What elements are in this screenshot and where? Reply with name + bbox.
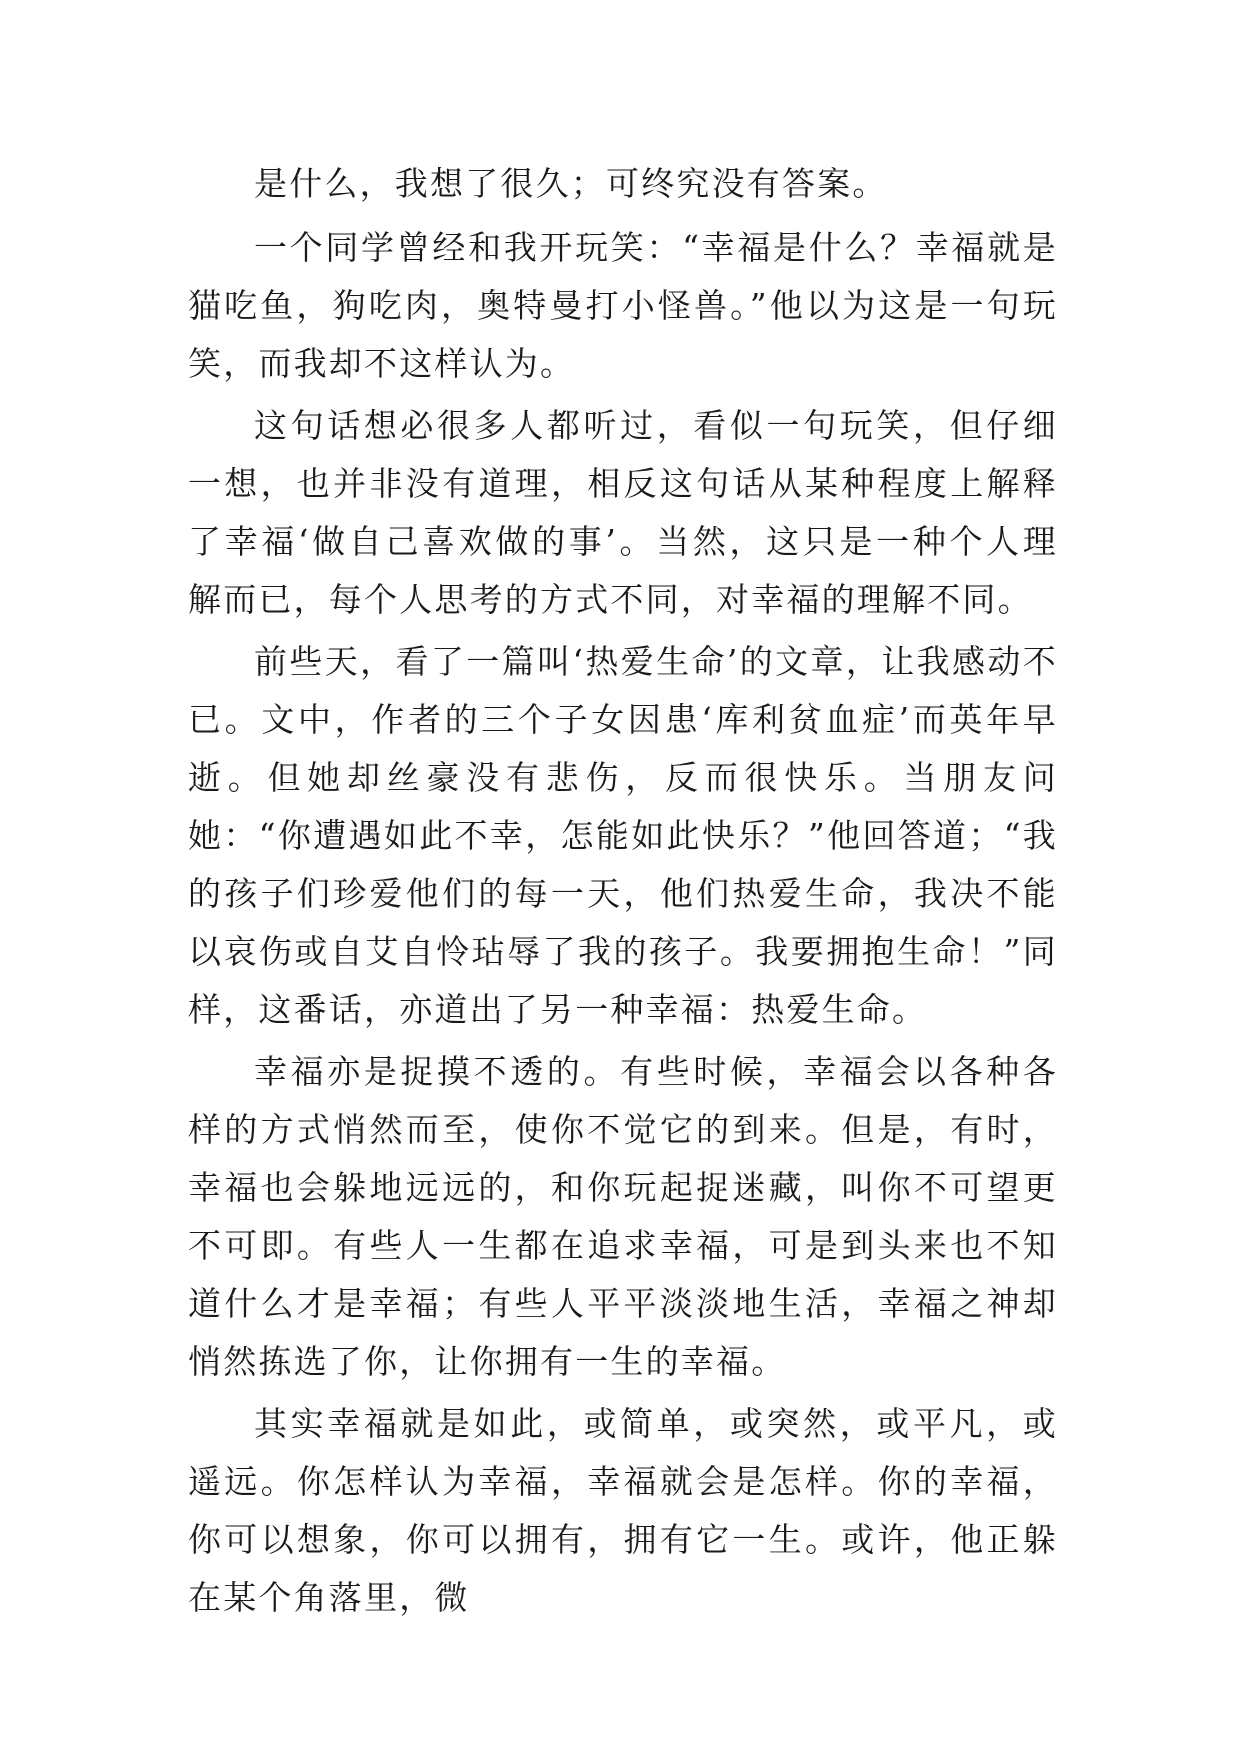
paragraph: 一个同学曾经和我开玩笑：“幸福是什么？幸福就是猫吃鱼，狗吃肉，奥特曼打小怪兽。”他以为这是一句玩笑，而我却不这样认为。 bbox=[188, 228, 1058, 383]
essay-body bbox=[188, 155, 1058, 1631]
paragraph: 前些天，看了一篇叫‘热爱生命’的文章，让我感动不已。文中，作者的三个子女因患‘库利贫血症’而英年早逝。但她却丝豪没有悲伤，反而很快乐。当朋友问她：“你遭遇如此不幸，怎能如此快乐？”他回答道；“我的孩子们珍爱他们的每一天，他们热爱生命，我决不能以哀伤或自艾自怜玷辱了我的孩子。我要拥抱生命！”同样，这番话，亦道出了另一种幸福：热爱生命。 bbox=[188, 642, 1058, 1029]
paragraph: 这句话想必很多人都听过，看似一句玩笑，但仔细一想，也并非没有道理，相反这句话从某种程度上解释了幸福‘做自己喜欢做的事’。当然，这只是一种个人理解而已，每个人思考的方式不同，对幸福的理解不同。 bbox=[188, 406, 1058, 619]
paragraph: 幸福亦是捉摸不透的。有些时候，幸福会以各种各样的方式悄然而至，使你不觉它的到来。但是，有时，幸福也会躲地远远的，和你玩起捉迷藏，叫你不可望更不可即。有些人一生都在追求幸福，可是到头来也不知道什么才是幸福；有些人平平淡淡地生活，幸福之神却悄然拣选了你，让你拥有一生的幸福。 bbox=[188, 1052, 1058, 1381]
paragraph: 其实幸福就是如此，或简单，或突然，或平凡，或遥远。你怎样认为幸福，幸福就会是怎样。你的幸福，你可以想象，你可以拥有，拥有它一生。或许，他正躲在某个角落里，微 bbox=[188, 1404, 1058, 1617]
paragraph: 是什么，我想了很久；可终究没有答案。 bbox=[254, 164, 888, 203]
